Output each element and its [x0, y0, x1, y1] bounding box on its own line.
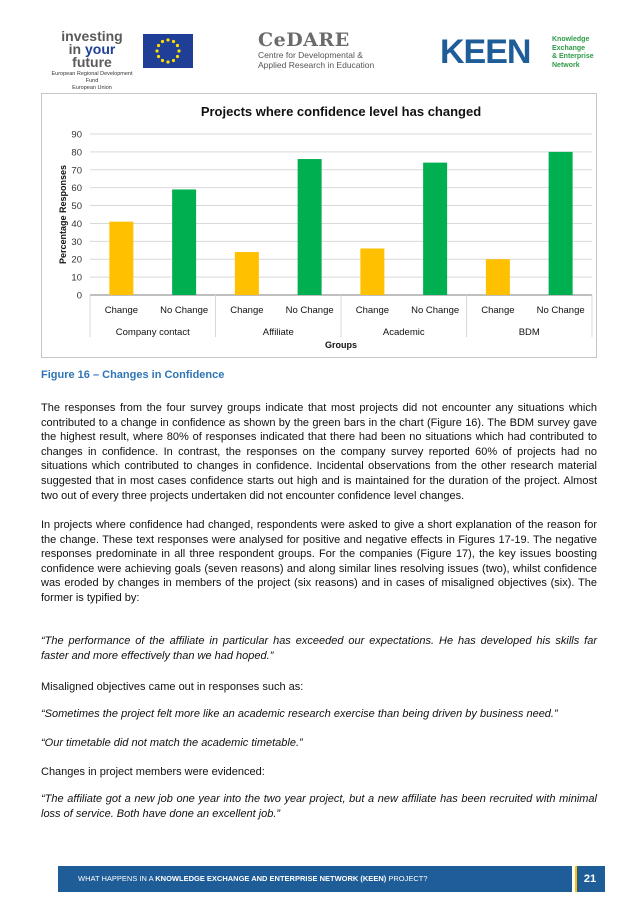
figure-caption: Figure 16 – Changes in Confidence [41, 369, 225, 381]
y-tick-label: 90 [71, 129, 82, 141]
quote-new-affiliate: “The affiliate got a new job one year into the two year project, but a new affiliate has been recruited with minimal loss of service. Both have done an excellent job.” [41, 793, 597, 820]
paragraph-member-changes-intro: Changes in project members were evidenced: [41, 766, 265, 778]
footer-bar [58, 866, 572, 892]
footer-title: WHAT HAPPENS IN A KNOWLEDGE EXCHANGE AND ENTERPRISE NETWORK (KEEN) PROJECT? [78, 874, 428, 883]
bar-change [486, 259, 510, 295]
cedare-logo-title: CeDARE [258, 29, 350, 51]
eu-logo-line3: European Regional Development Fund [51, 71, 133, 84]
bar-no-change [423, 163, 447, 295]
category-label: Change [481, 305, 515, 316]
category-label: Change [104, 305, 139, 316]
y-tick-label: 0 [76, 290, 82, 302]
eu-flag-icon [143, 34, 193, 68]
eu-logo-line4: European Union [72, 85, 112, 91]
group-label: BDM [518, 327, 540, 338]
chart-canvas [42, 94, 598, 359]
cedare-logo-subtitle-1: Centre for Developmental & [258, 50, 363, 60]
category-label: No Change [285, 305, 334, 316]
y-tick-label: 60 [71, 183, 82, 195]
bar-no-change [549, 152, 573, 295]
category-label: No Change [536, 305, 585, 316]
y-tick-label: 10 [71, 272, 82, 284]
y-tick-label: 20 [71, 254, 82, 266]
paragraph-confidence-reasons: In projects where confidence had changed, respondents were asked to give a short explanation of the reason for the change. These text responses were analysed for positive and negative effects in Figures 17-19. The negative responses predominate in all three respondent groups. For the companies (Figure 17), the key issues boosting confidence were achieving goals (seven reasons) and along similar lines resolving issues (two), whilst confidence was eroded by changes in members of the project (six reasons) and in cases of misaligned objectives (six). The former is typified by: [41, 519, 597, 604]
confidence-chart [41, 93, 597, 358]
category-label: Change [355, 305, 390, 316]
cedare-logo-subtitle-2: Applied Research in Education [258, 60, 375, 70]
eu-funding-logo [48, 28, 193, 91]
paragraph-survey-results: The responses from the four survey groups indicate that most projects did not encounter any situations which contributed to a change in confidence as shown by the green bars in the chart (Figure 16). The BDM survey gave the highest result, where 80% of responses indicated that there had been no situations which had contributed to changes in confidence. In contrast, the responses on the company survey reported 60% of projects had no situations which contributed to changes in confidence. Incidental observations from the other research material suggested that in most cases confidence starts out high and is maintained for the duration of the project. Almost two out of every three projects undertaken did not encounter confidence level changes. [41, 402, 597, 502]
eu-logo-line2: in your future [68, 41, 116, 70]
keen-logo-subtitle: Knowledge Exchange & Enterprise Network [552, 36, 594, 69]
bar-no-change [298, 159, 322, 295]
bar-change [109, 222, 133, 295]
category-label: No Change [411, 305, 460, 316]
y-tick-label: 30 [71, 236, 82, 248]
y-tick-label: 50 [71, 201, 82, 213]
bar-change [360, 248, 384, 295]
category-label: Change [230, 305, 264, 316]
bar-change [235, 252, 259, 295]
group-label: Academic [382, 327, 425, 338]
y-axis-label: Percentage Responses [58, 164, 68, 265]
quote-academic-exercise: “Sometimes the project felt more like an academic research exercise than being driven by business need.” [41, 708, 558, 720]
keen-logo [440, 34, 600, 78]
group-label: Affiliate [262, 327, 294, 338]
group-label: Company contact [115, 327, 190, 338]
y-tick-label: 80 [71, 147, 82, 159]
quote-affiliate-performance: “The performance of the affiliate in particular has exceeded our expectations. He has developed his skills far faster and more effectively than we had hoped.” [41, 635, 597, 662]
keen-logo-word: KEEN [440, 33, 531, 71]
x-axis-label: Groups [324, 340, 358, 350]
page-number: 21 [575, 866, 605, 892]
chart-title: Projects where confidence level has changed [200, 104, 482, 119]
y-tick-label: 40 [71, 218, 82, 230]
bar-no-change [172, 189, 196, 295]
eu-logo-line1: investing [61, 28, 123, 44]
y-tick-label: 70 [71, 165, 82, 177]
cedare-logo [258, 30, 418, 74]
paragraph-misaligned-intro: Misaligned objectives came out in responses such as: [41, 681, 304, 693]
category-label: No Change [160, 305, 209, 316]
quote-timetable: “Our timetable did not match the academic timetable.” [41, 737, 303, 749]
